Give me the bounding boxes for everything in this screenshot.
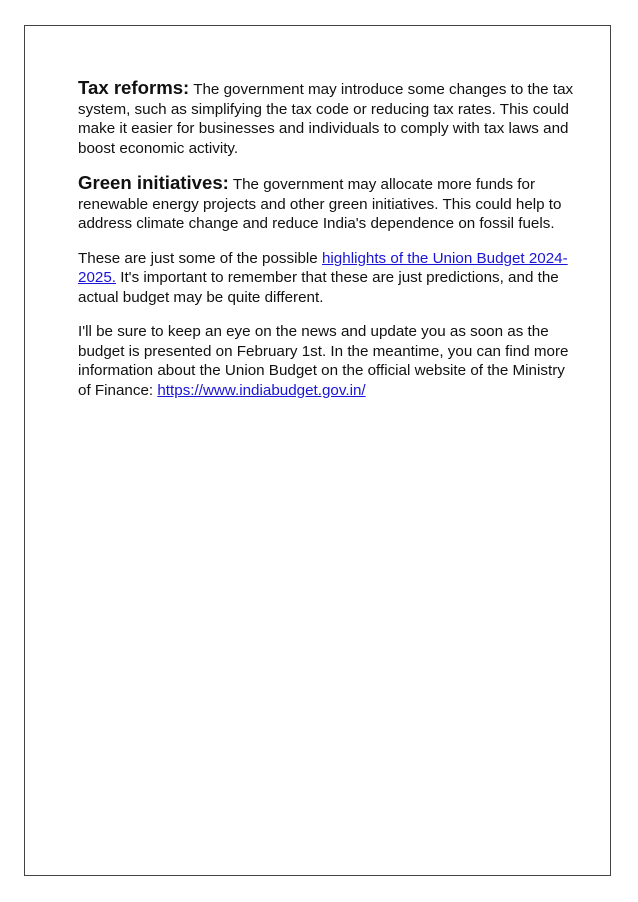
- tax-reforms-heading: Tax reforms:: [78, 77, 190, 98]
- budget-highlights-link[interactable]: highlights of the Union Budget 2024-2025.: [78, 249, 568, 286]
- green-initiatives-paragraph: [78, 173, 578, 234]
- closing-paragraph: [78, 322, 578, 400]
- closing-text: I'll be sure to keep an eye on the news and update you as soon as the budget is presented on February 1st. In the meantime, you can find more information about the Union Budget on the official website of the Ministry of Finance:: [78, 323, 569, 399]
- summary-paragraph: [78, 249, 578, 308]
- green-initiatives-heading: Green initiatives:: [78, 172, 229, 193]
- summary-text-after: It's important to remember that these are just predictions, and the actual budget may be quite different.: [78, 269, 559, 306]
- tax-reforms-paragraph: [78, 78, 578, 158]
- document-body: [78, 78, 578, 415]
- india-budget-website-link[interactable]: https://www.indiabudget.gov.in/: [157, 381, 366, 399]
- summary-text-before: These are just some of the possible: [78, 249, 322, 267]
- tax-reforms-text: The government may introduce some changes to the tax system, such as simplifying the tax code or reducing tax rates. This could make it easier for businesses and individuals to comply with tax laws and boost economic activity.: [78, 81, 574, 157]
- green-initiatives-text: The government may allocate more funds for renewable energy projects and other green initiatives. This could help to address climate change and reduce India's dependence on fossil fuels.: [78, 176, 562, 232]
